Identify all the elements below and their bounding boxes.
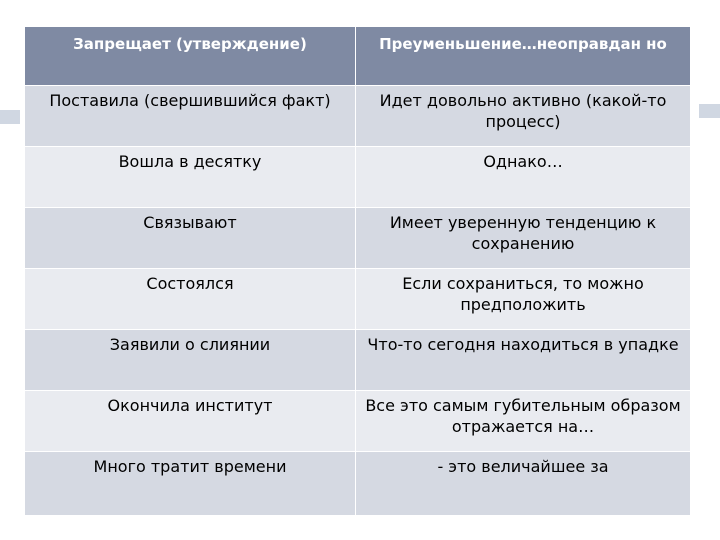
table-cell-right: Что-то сегодня находиться в упадке	[356, 330, 690, 390]
slide-decoration-right	[699, 104, 720, 118]
table-cell-left: Вошла в десятку	[25, 147, 356, 207]
table-cell-left: Окончила институт	[25, 391, 356, 451]
table-header-understatement: Преуменьшение…неоправдан но	[356, 27, 690, 85]
table-cell-left: Поставила (свершившийся факт)	[25, 86, 356, 146]
table-cell-right: Если сохраниться, то можно предположить	[356, 269, 690, 329]
table-cell-left: Заявили о слиянии	[25, 330, 356, 390]
table-cell-right: Все это самым губительным образом отражается на…	[356, 391, 690, 451]
table-cell-right: - это величайшее за	[356, 452, 690, 515]
table-cell-left: Связывают	[25, 208, 356, 268]
table-cell-right: Идет довольно активно (какой-то процесс)	[356, 86, 690, 146]
table-cell-right: Однако…	[356, 147, 690, 207]
table-cell-right: Имеет уверенную тенденцию к сохранению	[356, 208, 690, 268]
slide-decoration-left	[0, 110, 20, 124]
table-header-prohibits: Запрещает (утверждение)	[25, 27, 356, 85]
comparison-table	[25, 27, 690, 508]
table-cell-left: Много тратит времени	[25, 452, 356, 515]
table-cell-left: Состоялся	[25, 269, 356, 329]
